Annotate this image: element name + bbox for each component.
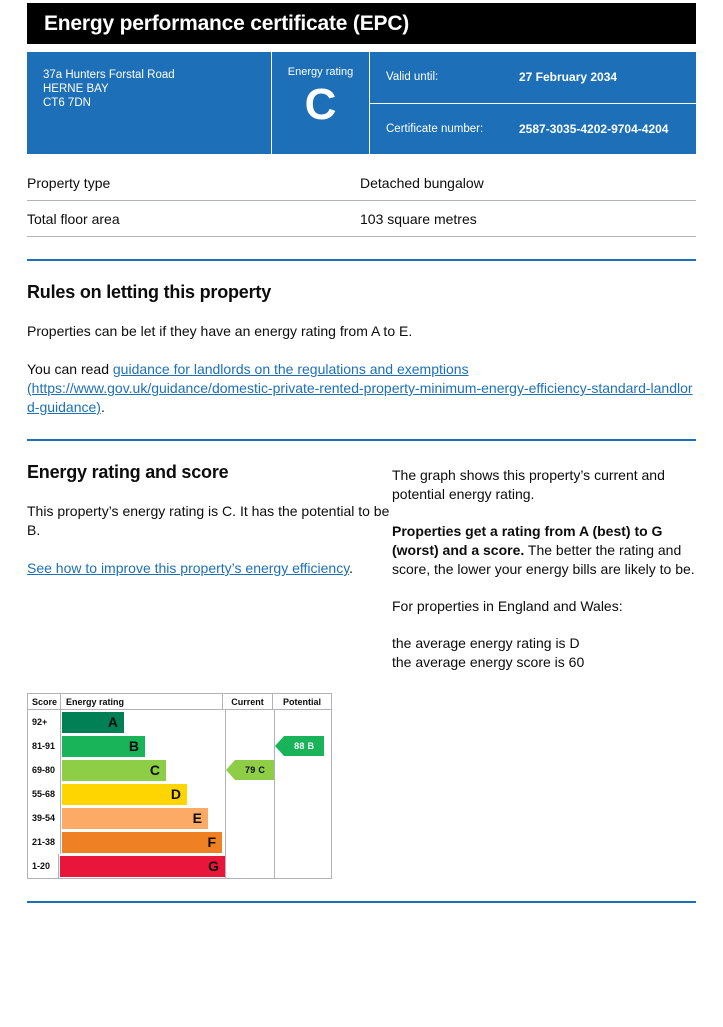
rules-heading: Rules on letting this property [27, 282, 272, 302]
property-type-value: Detached bungalow [360, 165, 696, 201]
band-bar-e: E [62, 808, 208, 829]
potential-rating-marker: 88 B [284, 736, 324, 756]
england-wales-intro: For properties in England and Wales: [392, 598, 623, 614]
energy-rating-letter: C [304, 80, 337, 129]
rating-explanation-rest: The better the rating and score, the lower your energy bills are likely to be. [392, 542, 695, 577]
section-divider-2 [27, 439, 696, 441]
improve-efficiency-link[interactable]: See how to improve this property’s energy efficiency [27, 560, 350, 576]
graph-description: The graph shows this property’s current and potential energy rating. [392, 467, 665, 502]
band-score-g: 1-20 [28, 854, 59, 878]
graph-band-f [28, 830, 225, 854]
graph-potential-column [274, 710, 331, 878]
certificate-summary [27, 52, 696, 154]
graph-band-a [28, 710, 225, 734]
section-divider [27, 259, 696, 261]
property-facts-table [27, 165, 696, 237]
graph-col-potential: Potential [282, 696, 321, 707]
epc-rating-graph [27, 693, 332, 879]
band-score-f: 21-38 [28, 830, 61, 854]
table-row [27, 165, 696, 201]
section-divider-3 [27, 901, 696, 903]
graph-col-score: Score [28, 694, 61, 709]
rating-explanation [392, 522, 696, 579]
certificate-number-value: 2587-3035-4202-9704-4204 [519, 121, 669, 136]
graph-col-current: Current [223, 694, 273, 709]
improve-paragraph [27, 559, 392, 578]
rules-paragraph: Properties can be let if they have an energy rating from A to E. [27, 323, 413, 339]
property-address [27, 52, 272, 154]
energy-rating-section [27, 462, 696, 672]
average-rating: the average energy rating is D [392, 635, 580, 651]
band-bar-d: D [62, 784, 187, 805]
graph-current-column [225, 710, 274, 878]
address-line-1: 37a Hunters Forstal Road [43, 69, 175, 81]
graph-bands [28, 710, 225, 878]
rating-explanation-strong: Properties get a rating from A (best) to G (worst) and a score. [392, 523, 663, 558]
band-bar-b: B [62, 736, 145, 757]
graph-band-e [28, 806, 225, 830]
certificate-details [370, 52, 696, 154]
guidance-prefix: You can read [27, 361, 113, 377]
page-title: Energy performance certificate (EPC) [44, 11, 410, 35]
band-score-a: 92+ [28, 710, 61, 734]
valid-until-row [370, 52, 696, 104]
page-title-bar [27, 3, 696, 44]
graph-header-row [28, 694, 331, 710]
landlord-guidance-link[interactable]: guidance for landlords on the regulations and exemptions [112, 361, 469, 377]
address-line-2: HERNE BAY [43, 83, 109, 95]
total-floor-area-value: 103 square metres [360, 201, 696, 237]
averages [392, 634, 696, 672]
band-bar-c: C [62, 760, 166, 781]
valid-until-label: Valid until: [386, 71, 439, 84]
average-score: the average energy score is 60 [392, 654, 585, 670]
energy-heading: Energy rating and score [27, 462, 229, 482]
valid-until-value: 27 February 2034 [519, 70, 618, 85]
graph-band-d [28, 782, 225, 806]
band-score-b: 81-91 [28, 734, 61, 758]
graph-band-c [28, 758, 225, 782]
graph-band-b [28, 734, 225, 758]
band-bar-a: A [62, 712, 124, 733]
current-rating-marker: 79 C [235, 760, 275, 780]
energy-left-paragraph: This property’s energy rating is C. It has the potential to be B. [27, 503, 390, 538]
certificate-number-label: Certificate number: [386, 122, 484, 135]
rules-guidance-paragraph [27, 360, 696, 417]
band-bar-f: F [62, 832, 222, 853]
band-score-d: 55-68 [28, 782, 61, 806]
certificate-number-row [370, 104, 696, 155]
document-page [0, 3, 723, 903]
energy-left-column [27, 462, 392, 672]
graph-body [28, 710, 331, 878]
energy-rating-box [272, 52, 370, 154]
energy-rating-label: Energy rating [287, 66, 354, 78]
improve-period: . [349, 560, 354, 576]
graph-band-g [28, 854, 225, 878]
table-row [27, 201, 696, 237]
address-line-3: CT6 7DN [43, 97, 91, 109]
landlord-guidance-url[interactable]: (https://www.gov.uk/guidance/domestic-private-rented-property-minimum-energy-efficiency-standard-landlord-guidance) [27, 380, 693, 415]
total-floor-area-label: Total floor area [27, 201, 360, 237]
property-type-label: Property type [27, 165, 360, 201]
guidance-period: . [100, 399, 105, 415]
band-score-e: 39-54 [28, 806, 61, 830]
energy-right-column [392, 462, 696, 672]
graph-col-energy-rating: Energy rating [61, 694, 223, 709]
band-score-c: 69-80 [28, 758, 61, 782]
band-bar-g: G [60, 856, 225, 877]
